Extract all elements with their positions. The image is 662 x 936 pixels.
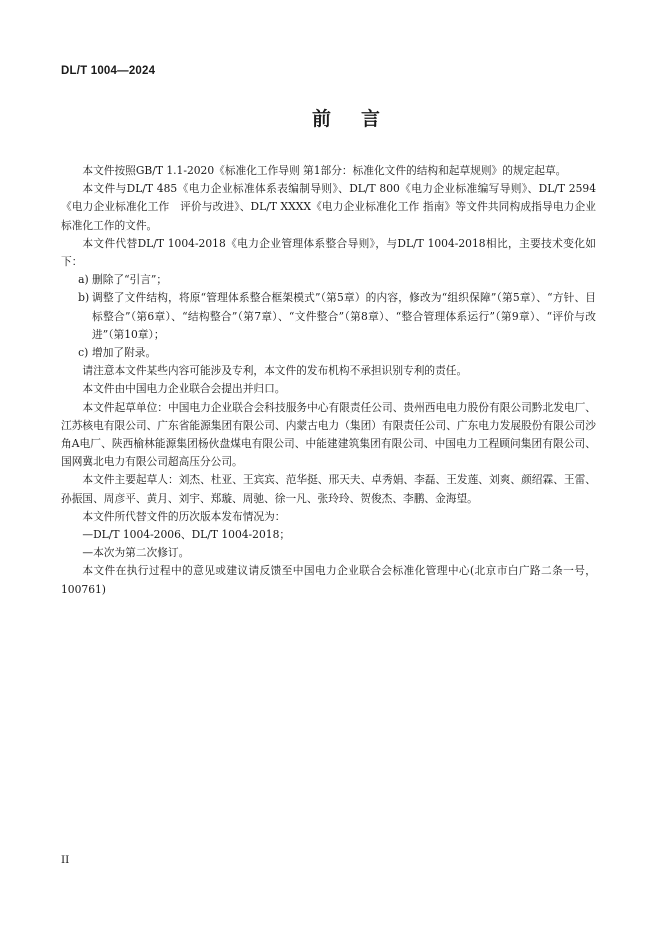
history-item: —DL/T 1004-2006、DL/T 1004-2018；: [82, 528, 291, 542]
list-item-text: 调整了文件结构，将原“管理体系整合框架模式”（第5章）的内容，修改为“组织保障”（第5章）、“方针、目标整合”（第6章）、“结构整合”（第7章）、“文件整合”（第8章）、“整合管理体系运行”（第9章）、“评价与改进”（第10章）；: [92, 291, 596, 341]
paragraph-drafting-rules: 本文件按照GB/T 1.1-2020《标准化工作导则 第1部分：标准化文件的结构和起草规则》的规定起草。: [82, 164, 567, 177]
standard-code-header: DL/T 1004—2024: [61, 65, 156, 77]
paragraph-replacement: 本文件代替DL/T 1004-2018《电力企业管理体系整合导则》，与DL/T 1004-2018相比，主要技术变化如下：: [61, 236, 596, 269]
list-item-label: b): [78, 291, 90, 305]
foreword-body: [61, 162, 596, 599]
paragraph-proposer: 本文件由中国电力企业联合会提出并归口。: [82, 382, 286, 396]
history-item: —本次为第二次修订。: [82, 546, 190, 560]
paragraph-feedback: 本文件在执行过程中的意见或建议请反馈至中国电力企业联合会标准化管理中心(北京市白广路二条一号，100761): [61, 564, 596, 596]
list-item-text: 删除了“引言”；: [92, 273, 168, 287]
list-item-label: a): [78, 273, 89, 287]
list-item: [61, 289, 596, 344]
page-number: II: [61, 854, 70, 866]
list-item: [61, 271, 596, 289]
page-title: 前言: [311, 108, 410, 130]
paragraph-related-standards: 本文件与DL/T 485《电力企业标准体系表编制导则》、DL/T 800《电力企业标准编写导则》、DL/T 2594《电力企业标准化工作 评价与改进》、DL/T XXXX《电力企业标准化工作 指南》等文件共同构成指导电力企业标准化工作的文件。: [61, 182, 596, 232]
list-item-label: c): [78, 346, 89, 360]
list-item-text: 增加了附录。: [92, 346, 157, 360]
list-item: [61, 344, 596, 362]
paragraph-drafting-units: 本文件起草单位：中国电力企业联合会科技服务中心有限责任公司、贵州西电电力股份有限公司黔北发电厂、江苏核电有限公司、广东省能源集团有限公司、内蒙古电力（集团）有限责任公司、广东电力发展股份有限公司沙角A电厂、陕西榆林能源集团杨伙盘煤电有限公司、中能建建筑集团有限公司、中国电力工程顾问集团有限公司、国网冀北电力有限公司超高压分公司。: [61, 400, 596, 469]
paragraph-history-intro: 本文件所代替文件的历次版本发布情况为：: [82, 509, 286, 523]
paragraph-patent-notice: 请注意本文件某些内容可能涉及专利，本文件的发布机构不承担识别专利的责任。: [82, 364, 468, 378]
paragraph-drafters: 本文件主要起草人：刘杰、杜亚、王宾宾、范华挺、邢天夫、卓秀娟、李磊、王发莲、刘爽、颜绍霖、王雷、孙振国、周彦平、黄月、刘宇、郑璇、周驰、徐一凡、张玲玲、贺俊杰、李鹏、金海望。: [61, 473, 596, 505]
